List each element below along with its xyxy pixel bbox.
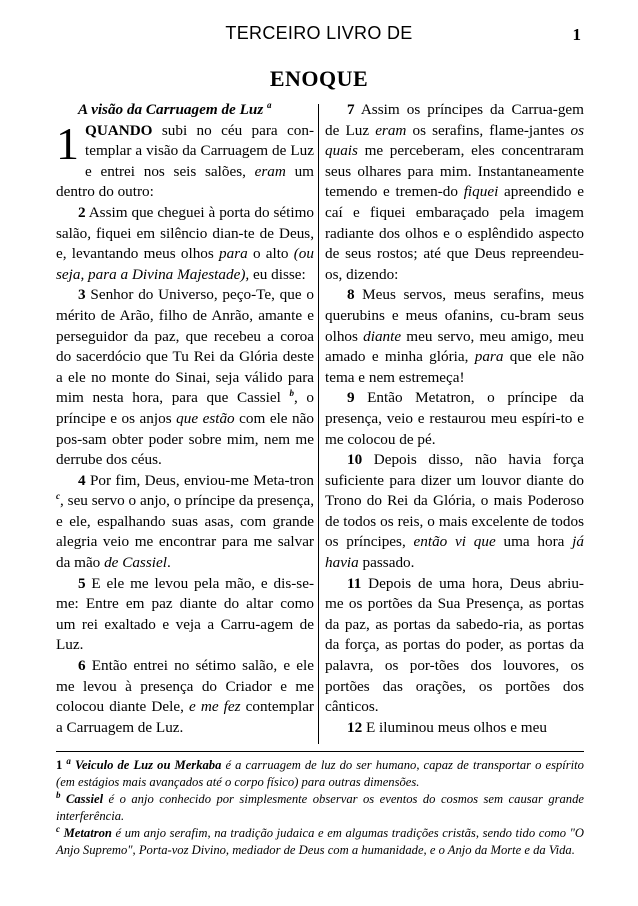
verse-2-emphasis: para: [219, 245, 248, 263]
footnote-text: é a carruagem de luz do ser humano, capaz de transportar o espírito (em estágios mais avançados até o corpo físico) para outras dimensões.: [56, 758, 584, 789]
footnote-term: Metatron: [63, 826, 112, 840]
page-number: 1: [572, 25, 581, 44]
verse-12: [325, 718, 584, 739]
verse-11: [325, 574, 584, 718]
book-title: ENOQUE: [269, 66, 369, 91]
verse-10-text: Depois disso, não havia força suficiente para dizer um louvor diante do Trono do Rei da Glória, o mais Poderoso de todos os reis, o mais excelente de todos os príncipes,: [325, 451, 584, 551]
footnote-text: é o anjo conhecido por simplesmente observar os eventos do cosmos sem causar grande interferência.: [56, 792, 584, 823]
verse-12-text: E iluminou meus olhos e meu: [362, 718, 547, 736]
verse-9-text: Então Metatron, o príncipe da presença, veio e restaurou meu espíri-to e me colocou de pé.: [325, 389, 584, 448]
verse-number: 11: [347, 574, 362, 592]
verse-5: [56, 574, 314, 656]
left-column: [56, 100, 314, 738]
verse-6: [56, 656, 314, 738]
verse-7-emphasis-3: fiquei: [463, 183, 499, 201]
verse-number: 7: [347, 101, 355, 118]
footnotes: [56, 757, 584, 859]
footnote-term: Veiculo de Luz ou Merkaba: [74, 758, 222, 772]
verse-1-lead: QUANDO: [85, 121, 153, 139]
footnote-text: é um anjo serafim, na tradição judaica e em algumas tradições cristãs, sendo tido como "O Anjo Supremo", Porta-voz Divino, mediador de Deus com a humanidade, e o Anjo da Morte e da Vida.: [56, 826, 584, 857]
verse-9: [325, 388, 584, 450]
verse-5-text: E ele me levou pela mão, e dis-se-me: Entre em paz diante do altar como um rei exaltado e veja a Carru-agem de Luz.: [56, 574, 314, 654]
running-title: TERCEIRO LIVRO DE: [225, 23, 413, 43]
verse-10-text-end: passado.: [358, 554, 415, 572]
verse-number: 12: [347, 718, 363, 736]
verse-8-emphasis: diante: [363, 327, 402, 345]
verse-7-text: Assim os príncipes da Carrua-gem de Luz: [325, 101, 584, 139]
verse-2-text-end: eu disse:: [249, 265, 306, 283]
verse-6-text-end: contemplar a Carruagem de Luz.: [56, 698, 314, 736]
verse-number: 9: [347, 389, 355, 407]
verse-10: [325, 450, 584, 574]
verse-number: 4: [78, 471, 86, 489]
verse-2-emphasis-2: (ou seja, para a Divina Majestade),: [56, 245, 314, 283]
verse-number: 10: [347, 451, 363, 469]
verse-4-emphasis: de Cassiel: [104, 554, 167, 572]
footnote-mark: b: [56, 789, 61, 800]
verse-7: [325, 100, 584, 285]
footnote-a: [56, 757, 584, 791]
verse-10-emphasis: então vi que: [413, 533, 496, 551]
verse-4-text: Por fim, Deus, enviou-me Meta-tron: [85, 471, 314, 489]
verse-number: 2: [78, 203, 86, 221]
footnote-mark: a: [66, 755, 71, 766]
verse-6-text: Então entrei no sétimo salão, e ele me levou à presença do Criador e me colocou diante Dele,: [56, 657, 314, 716]
verse-7-emphasis-2: os quais: [325, 121, 584, 160]
verse-number: 8: [347, 286, 355, 304]
verse-8-emphasis-2: para: [474, 348, 504, 366]
verse-number: 5: [78, 574, 86, 592]
verse-3-text-mid: , o príncipe e os anjos: [56, 389, 315, 427]
verse-8-text: Meus servos, meus serafins, meus querubins e meus ofanins, cu-bram seus olhos: [325, 286, 584, 345]
verse-3-text: Senhor do Universo, peço-Te, que o mérito de Arão, filho de Anrão, amante e perseguidor da paz, que recebeu a coroa do sacerdócio que Tu Rei da Glória deste a ele no monte do Sinai, seja válido para mim nesta hora, para que Cassiel: [56, 286, 314, 407]
verse-7-text-3: me perceberam, eles concentraram seus olhares para mim. Instantaneamente temendo e tremen-do: [325, 142, 584, 201]
footnote-mark: c: [56, 823, 60, 834]
verse-4-text-mid: , seu servo o anjo, o príncipe da presença, e ele, espalhando suas asas, com grande alegria veio me encontrar para me salvar da mão: [56, 492, 314, 572]
verse-7-emphasis: eram: [375, 121, 407, 139]
footnote-c: [56, 825, 584, 859]
right-column: [325, 100, 584, 738]
verse-10-emphasis-2: já havia: [325, 533, 584, 572]
chapter-number: 1: [56, 117, 79, 169]
footnote-marker-c[interactable]: c: [56, 491, 60, 502]
verse-3: [56, 285, 314, 470]
footnote-b: [56, 791, 584, 825]
verse-7-text-end: apreendido e caí e fiquei embaraçado pela imagem radiante dos olhos e o esplêndido aspecto de seus rostos; até que Deus repreendeu-os, dizendo:: [325, 183, 585, 283]
verse-7-text-2: os serafins, flame-jantes: [406, 121, 571, 139]
footnote-rule: [56, 751, 584, 752]
verse-1: [56, 117, 314, 203]
verse-3-text-end: com ele não pos-sam obter poder sobre mim, nem me derrube dos céus.: [56, 409, 314, 469]
verse-10-text-2: uma hora: [495, 533, 573, 551]
column-divider: [318, 104, 319, 744]
verse-6-emphasis: e me fez: [189, 698, 241, 716]
verse-2-text-mid: o alto: [247, 245, 294, 263]
verse-1-text: subi no céu para con-templar a visão da Carruagem de Luz e entrei nos seis salões,: [85, 121, 314, 180]
section-heading-text: A visão da Carruagem de Luz: [78, 101, 264, 118]
footnote-marker-b[interactable]: b: [289, 388, 294, 399]
verse-2-text: Assim que cheguei à porta do sétimo salão, fiquei em silêncio dian-te de Deus, e, levantando meus olhos: [56, 203, 314, 263]
verse-4-text-end: .: [166, 554, 171, 572]
verse-1-emphasis: eram: [254, 162, 286, 180]
verse-8-text-2: meu servo, meu amigo, meu amado e minha glória,: [325, 327, 584, 366]
verse-number: 6: [78, 657, 86, 675]
verse-8-text-end: que ele não tema e nem estremeça!: [325, 348, 584, 386]
footnote-marker-a[interactable]: a: [267, 99, 272, 110]
verse-number: 3: [78, 286, 86, 304]
section-heading: [56, 100, 314, 121]
footnote-term: Cassiel: [65, 792, 104, 806]
verse-8: [325, 285, 584, 388]
verse-3-emphasis: que estão: [176, 409, 235, 427]
footnote-number: 1: [56, 758, 63, 772]
verse-4: [56, 471, 314, 574]
verse-1-text-end: um dentro do outro:: [56, 162, 314, 201]
verse-11-text: Depois de uma hora, Deus abriu-me os portões da Sua Presença, as portas da paz, as portas da sabedo-ria, as portas da força, as portas do poder, as portas da palavra, os por-tões dos louvores, os portões das orações, os portões dos cânticos.: [325, 574, 584, 716]
verse-2: [56, 203, 314, 285]
